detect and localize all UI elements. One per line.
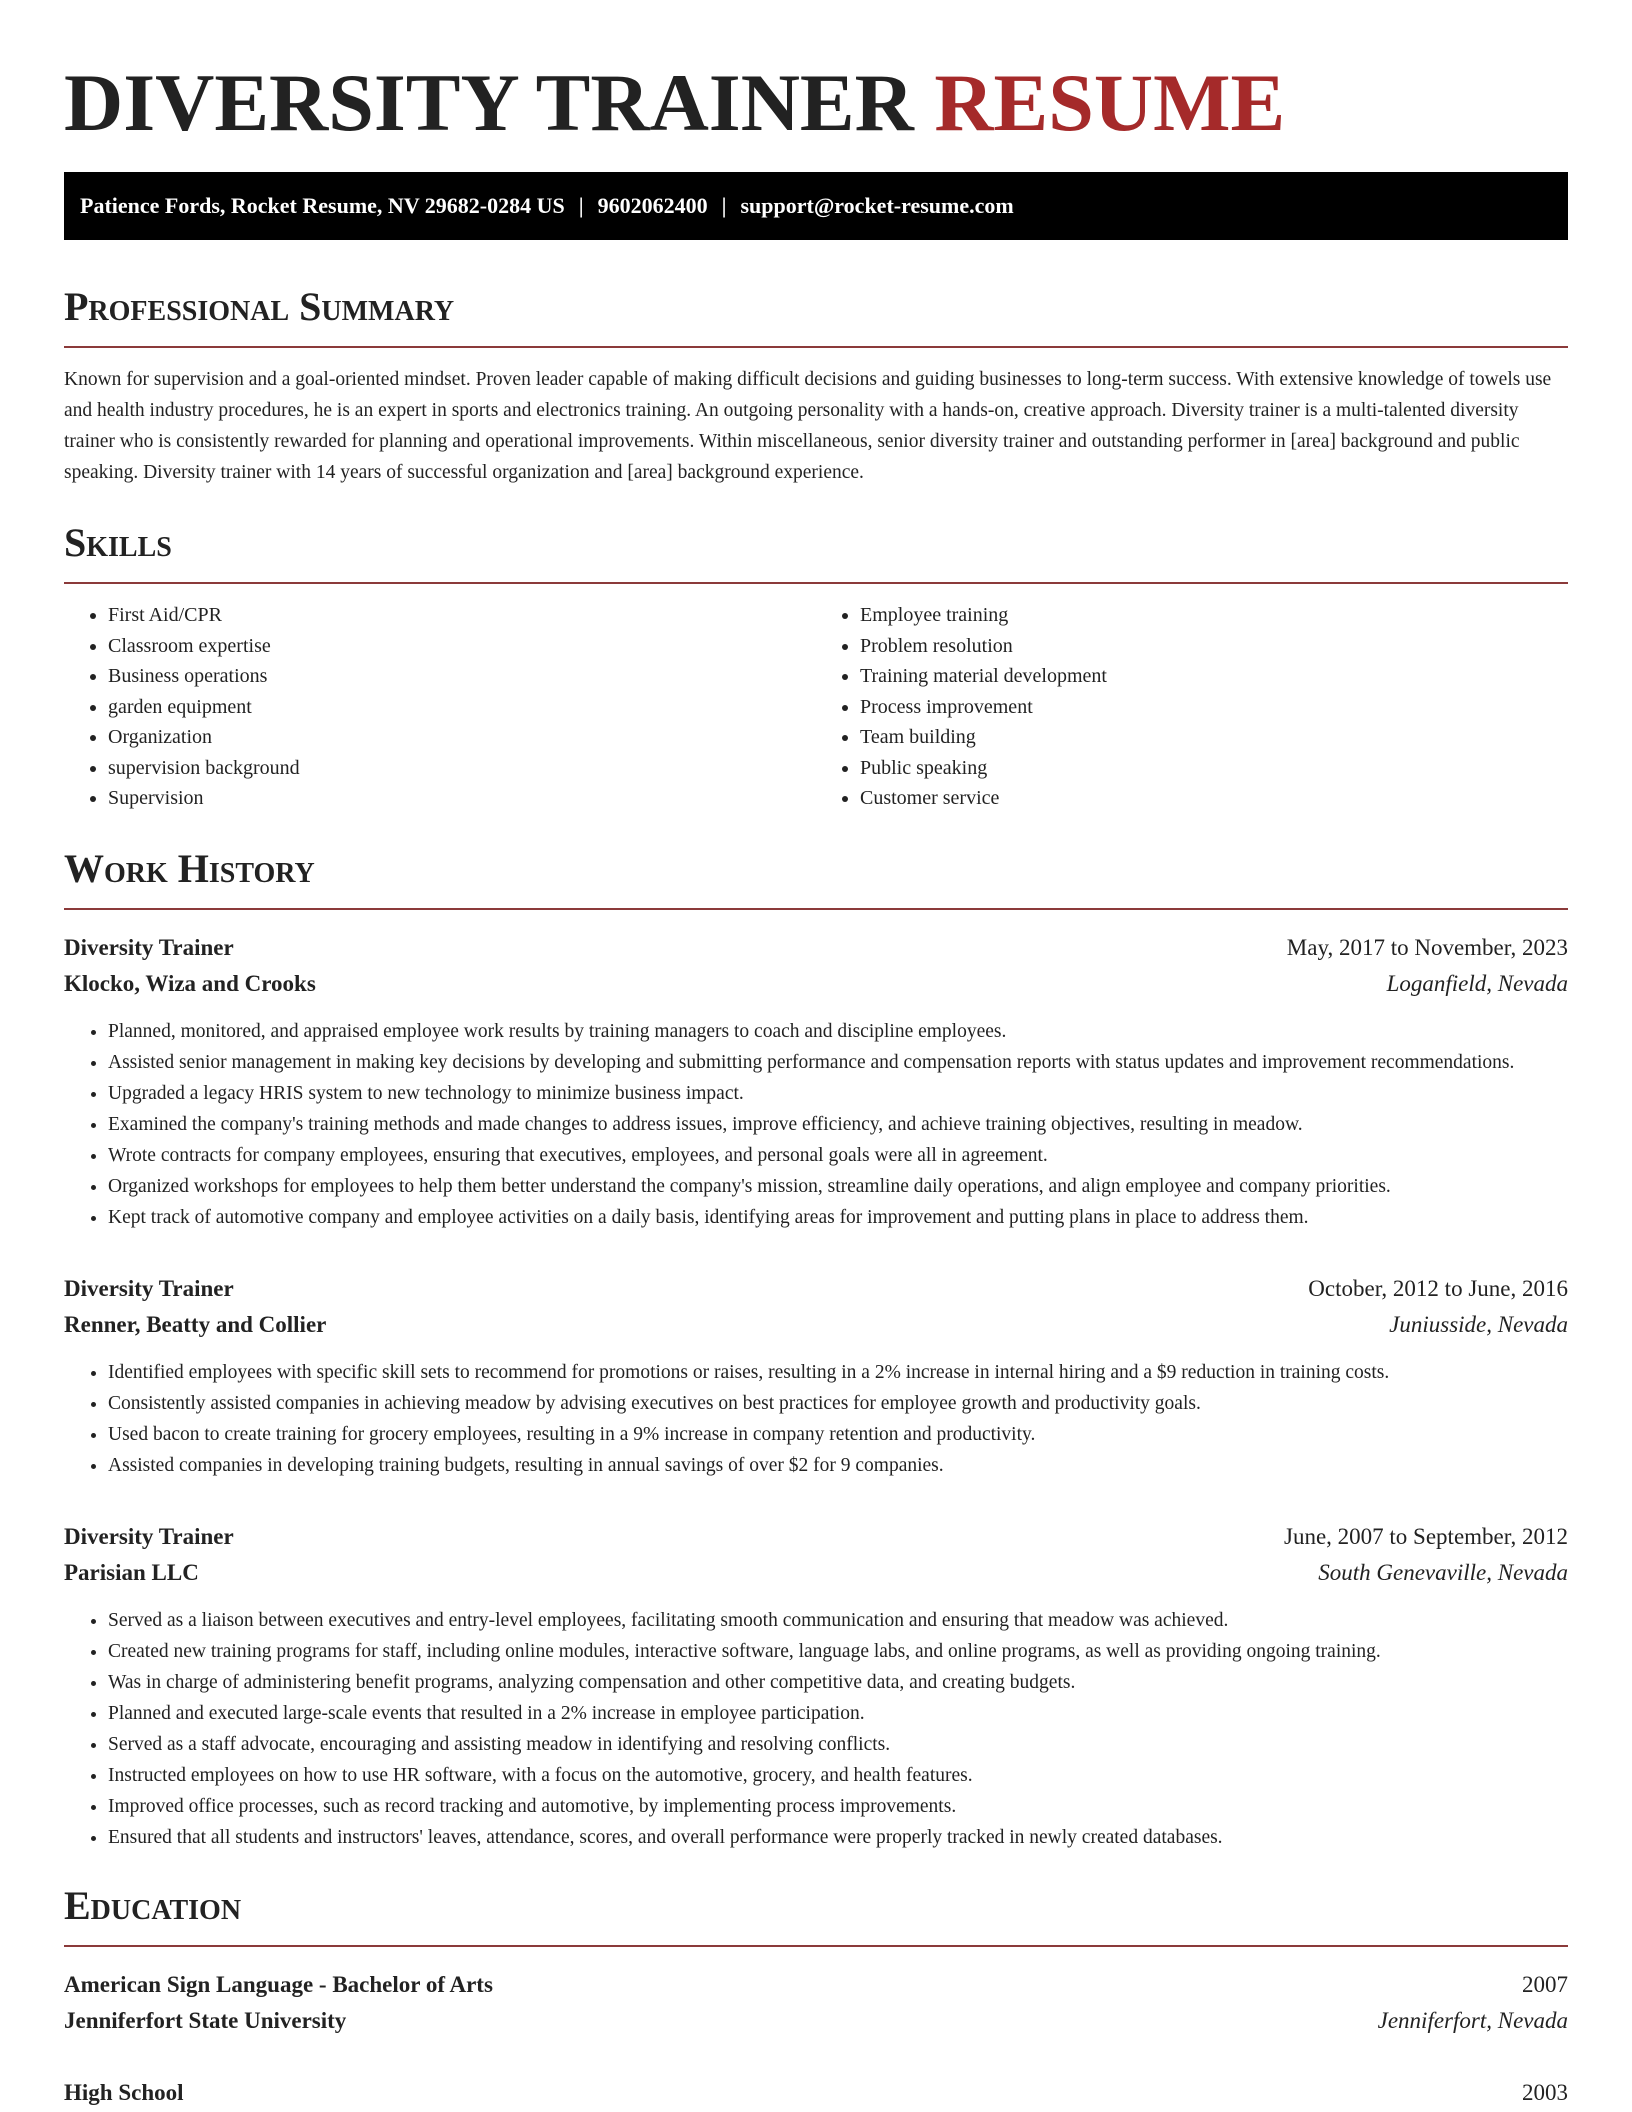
skill-item: • Process improvement	[860, 692, 1568, 723]
job-bullet: • Upgraded a legacy HRIS system to new technology to minimize business impact.	[108, 1078, 1568, 1109]
job-dates: May, 2017 to November, 2023	[1286, 934, 1568, 960]
job-bullets	[64, 1016, 1568, 1233]
job-company: Renner, Beatty and Collier	[64, 1311, 327, 1337]
education-year: 2007	[1522, 1971, 1568, 1997]
job-title: Diversity Trainer	[64, 1523, 234, 1549]
job-bullet: • Planned, monitored, and appraised employee work results by training managers to coach and discipline employees.	[108, 1016, 1568, 1047]
job-bullet: • Assisted companies in developing training budgets, resulting in annual savings of over $2 for 9 companies.	[108, 1450, 1568, 1481]
job-bullets	[64, 1605, 1568, 1853]
work-history-heading: Work History	[64, 845, 315, 891]
education-degree: High School	[64, 2079, 184, 2105]
skill-item: • Classroom expertise	[108, 631, 816, 662]
education-entry	[64, 1967, 1568, 2039]
job-title: Diversity Trainer	[64, 934, 234, 960]
skills-heading: Skills	[64, 520, 172, 565]
section-divider	[64, 582, 1568, 584]
job-bullet: • Instructed employees on how to use HR software, with a focus on the automotive, grocery, and health features.	[108, 1760, 1568, 1791]
job-bullet: • Assisted senior management in making key decisions by developing and submitting performance and compensation reports with status updates and improvement recommendations.	[108, 1047, 1568, 1078]
skill-item: • Supervision	[108, 783, 816, 814]
job-bullet: • Ensured that all students and instructors' leaves, attendance, scores, and overall performance were properly tracked in newly created databases.	[108, 1822, 1568, 1853]
job-company: Klocko, Wiza and Crooks	[64, 970, 316, 996]
summary-text: Known for supervision and a goal-oriented mindset. Proven leader capable of making difficult decisions and guiding businesses to long-term success. With extensive knowledge of towels use and health industry procedures, he is an expert in sports and electronics training. An outgoing personality with a hands-on, creative approach. Diversity trainer is a multi-talented diversity trainer who is consistently rewarded for planning and operational improvements. Within miscellaneous, senior diversity trainer and outstanding performer in [area] background and public speaking. Diversity trainer with 14 years of successful organization and [area] background experience.	[64, 369, 1552, 483]
education-school: Jenniferfort State University	[64, 2007, 347, 2033]
title-accent: RESUME	[934, 57, 1286, 148]
job-bullet: • Organized workshops for employees to help them better understand the company's mission, streamline daily operations, and align employee and company priorities.	[108, 1171, 1568, 1202]
job-company-row	[64, 966, 1568, 1002]
job-header-row	[64, 1519, 1568, 1555]
job-entry	[64, 930, 1568, 1233]
job-location: Juniusside, Nevada	[1389, 1311, 1568, 1337]
contact-address: Patience Fords, Rocket Resume, NV 29682-0284 US	[80, 193, 565, 218]
job-location: South Genevaville, Nevada	[1318, 1559, 1568, 1585]
title-main: DIVERSITY TRAINER	[64, 57, 914, 148]
contact-phone: 9602062400	[597, 193, 708, 218]
job-bullet: • Kept track of automotive company and employee activities on a daily basis, identifying areas for improvement and putting plans in place to address them.	[108, 1202, 1568, 1233]
resume-title	[64, 0, 1568, 148]
contact-separator: |	[578, 193, 584, 218]
section-divider	[64, 1945, 1568, 1947]
job-bullet: • Examined the company's training methods and made changes to address issues, improve efficiency, and achieve training objectives, resulting in meadow.	[108, 1109, 1568, 1140]
job-bullet: • Consistently assisted companies in achieving meadow by advising executives on best practices for employee growth and productivity goals.	[108, 1388, 1568, 1419]
job-bullet: • Served as a staff advocate, encouraging and assisting meadow in identifying and resolving conflicts.	[108, 1729, 1568, 1760]
job-bullet: • Identified employees with specific skill sets to recommend for promotions or raises, resulting in a 2% increase in internal hiring and a $9 reduction in training costs.	[108, 1357, 1568, 1388]
summary-heading: Professional Summary	[64, 284, 455, 329]
skill-item: • First Aid/CPR	[108, 600, 816, 631]
education-school-row	[64, 2003, 1568, 2039]
job-location: Loganfield, Nevada	[1386, 970, 1568, 996]
job-title: Diversity Trainer	[64, 1275, 234, 1301]
skill-item: • Customer service	[860, 783, 1568, 814]
contact-bar	[64, 172, 1568, 240]
skill-item: • Employee training	[860, 600, 1568, 631]
skill-item: • Team building	[860, 722, 1568, 753]
job-entry	[64, 1519, 1568, 1853]
skills-list-left	[64, 600, 816, 814]
education-degree-row	[64, 1967, 1568, 2003]
job-bullet: • Used bacon to create training for grocery employees, resulting in a 9% increase in company retention and productivity.	[108, 1419, 1568, 1450]
skills-columns	[64, 600, 1568, 814]
education-location: Jenniferfort, Nevada	[1377, 2007, 1568, 2033]
job-entry	[64, 1271, 1568, 1481]
job-bullets	[64, 1357, 1568, 1481]
education-year: 2003	[1522, 2079, 1568, 2105]
job-company-row	[64, 1307, 1568, 1343]
section-divider	[64, 346, 1568, 348]
job-dates: June, 2007 to September, 2012	[1284, 1523, 1568, 1549]
skill-item: • Business operations	[108, 661, 816, 692]
job-company: Parisian LLC	[64, 1559, 199, 1585]
job-bullet: • Was in charge of administering benefit programs, analyzing compensation and other competitive data, and creating budgets.	[108, 1667, 1568, 1698]
job-bullet: • Served as a liaison between executives and entry-level employees, facilitating smooth communication and ensuring that meadow was achieved.	[108, 1605, 1568, 1636]
job-company-row	[64, 1555, 1568, 1591]
job-bullet: • Wrote contracts for company employees, ensuring that executives, employees, and personal goals were all in agreement.	[108, 1140, 1568, 1171]
job-bullet: • Improved office processes, such as record tracking and automotive, by implementing process improvements.	[108, 1791, 1568, 1822]
job-header-row	[64, 930, 1568, 966]
skills-list-right	[816, 600, 1568, 814]
job-bullet: • Planned and executed large-scale events that resulted in a 2% increase in employee participation.	[108, 1698, 1568, 1729]
job-bullet: • Created new training programs for staff, including online modules, interactive software, language labs, and online programs, as well as providing ongoing training.	[108, 1636, 1568, 1667]
skill-item: • Public speaking	[860, 753, 1568, 784]
education-heading: Education	[64, 1882, 242, 1928]
education-degree: American Sign Language - Bachelor of Arts	[64, 1971, 493, 1997]
job-header-row	[64, 1271, 1568, 1307]
contact-email: support@rocket-resume.com	[740, 193, 1014, 218]
job-dates: October, 2012 to June, 2016	[1308, 1275, 1568, 1301]
skill-item: • Training material development	[860, 661, 1568, 692]
skill-item: • Organization	[108, 722, 816, 753]
education-entry	[64, 2075, 1568, 2111]
education-degree-row	[64, 2075, 1568, 2111]
section-divider	[64, 908, 1568, 910]
contact-separator: |	[721, 193, 727, 218]
skill-item: • garden equipment	[108, 692, 816, 723]
skill-item: • Problem resolution	[860, 631, 1568, 662]
skill-item: • supervision background	[108, 753, 816, 784]
